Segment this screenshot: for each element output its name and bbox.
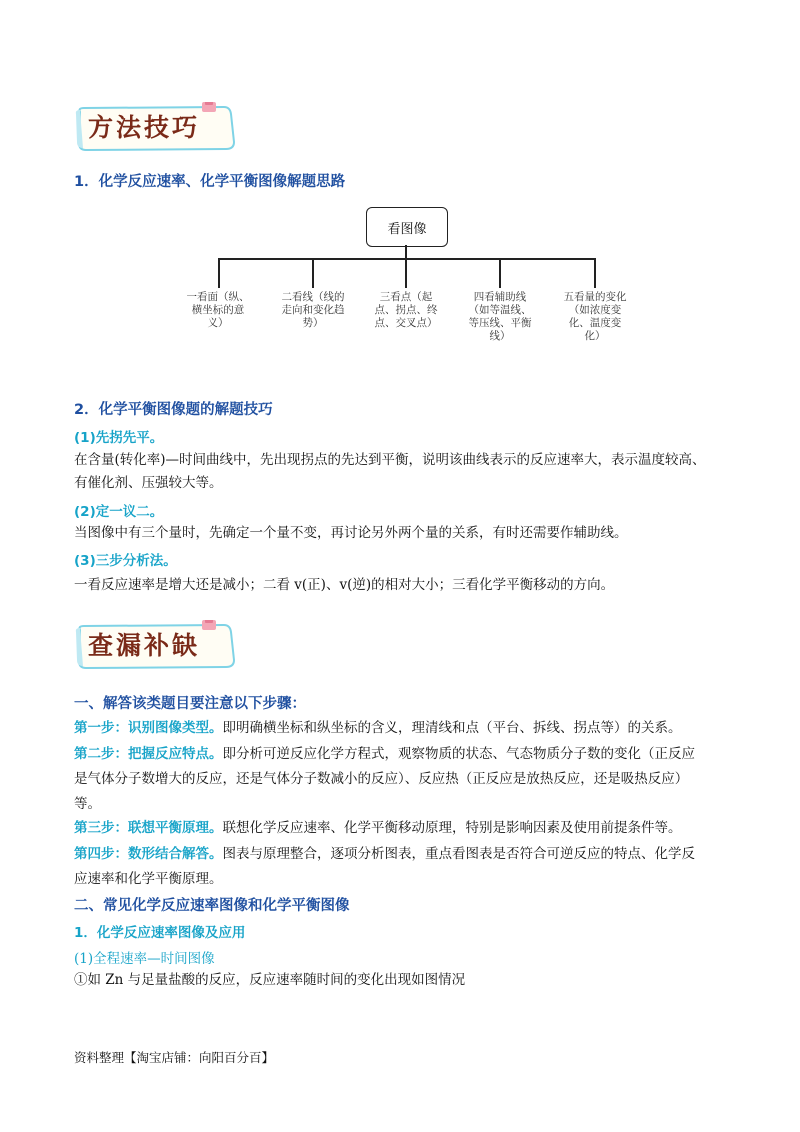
diagram-connector: [405, 245, 407, 259]
part-2-sub-heading: 1．化学反应速率图像及应用: [74, 925, 246, 941]
diagram-root-label: 看图像: [387, 221, 427, 237]
step-4: [74, 844, 754, 890]
tip-3-title: (3)三步分析法。: [74, 553, 177, 569]
banner-methods-title: 方法技巧: [88, 113, 201, 142]
diagram-leaf: 四看辅助线（如等温线、等压线、平衡线）: [468, 291, 532, 342]
diagram-connector: [594, 258, 596, 288]
part-1-heading: 一、解答该类题目要注意以下步骤：: [74, 696, 306, 712]
step-3-text: 联想化学反应速率、化学平衡移动原理，特别是影响因素及使用前提条件等。: [222, 820, 682, 836]
section-heading-1: 1．化学反应速率、化学平衡图像解题思路: [74, 174, 346, 190]
banner-methods: [74, 102, 234, 148]
diagram-leaf: 三看点（起点、拐点、终点、交叉点）: [374, 291, 438, 329]
diagram-connector: [499, 258, 501, 288]
diagram-connector: [218, 258, 220, 288]
banner-fill-gaps-title: 查漏补缺: [88, 631, 201, 660]
step-4-label: 第四步：数形结合解答。: [74, 846, 223, 862]
step-4-text: 图表与原理整合，逐项分析图表，重点看图表是否符合可逆反应的特点、化学反: [222, 846, 695, 862]
tip-1-line: 在含量(转化率)—时间曲线中，先出现拐点的先达到平衡，说明该曲线表示的反应速率大，表示温度较高、: [74, 452, 706, 468]
footer-source: 资料整理【淘宝店铺：向阳百分百】: [74, 1050, 275, 1065]
step-4-text: 应速率和化学平衡原理。: [74, 871, 223, 887]
part-2-heading: 二、常见化学反应速率图像和化学平衡图像: [74, 898, 350, 914]
step-3-label: 第三步：联想平衡原理。: [74, 820, 223, 836]
step-1-text: 即明确横坐标和纵坐标的含义，理清线和点（平台、拆线、拐点等）的关系。: [222, 720, 682, 736]
part-2-text: ①如 Zn 与足量盐酸的反应，反应速率随时间的变化出现如图情况: [74, 972, 466, 988]
step-2: [74, 744, 754, 815]
diagram-root-box: [366, 207, 448, 247]
diagram-leaf: 一看面（纵、横坐标的意义）: [186, 291, 250, 329]
diagram-connector: [405, 258, 407, 288]
banner-fill-gaps: [74, 620, 234, 666]
step-2-text: 等。: [74, 796, 101, 812]
diagram-leaf: 五看量的变化（如浓度变化、温度变化）: [563, 291, 627, 342]
section-heading-2: 2．化学平衡图像题的解题技巧: [74, 402, 273, 418]
step-3: [74, 818, 754, 839]
diagram-connector: [218, 258, 596, 260]
diagram-leaf: 二看线（线的走向和变化趋势）: [281, 291, 345, 329]
tip-1-line: 有催化剂、压强较大等。: [74, 475, 223, 491]
step-1: [74, 718, 754, 739]
tip-2-text: 当图像中有三个量时，先确定一个量不变，再讨论另外两个量的关系，有时还需要作辅助线。: [74, 525, 628, 541]
tip-3-text: 一看反应速率是增大还是减小；二看 v(正)、v(逆)的相对大小；三看化学平衡移动的方向。: [74, 577, 615, 593]
tip-1-title: (1)先拐先平。: [74, 430, 164, 446]
step-2-text: 即分析可逆反应化学方程式，观察物质的状态、气态物质分子数的变化（正反应: [222, 746, 695, 762]
part-2-sub-sub-heading: (1)全程速率—时间图像: [74, 951, 215, 967]
step-2-text: 是气体分子数增大的反应，还是气体分子数减小的反应）、反应热（正反应是放热反应，还是吸热反应）: [74, 771, 689, 787]
tip-1-text: [74, 450, 754, 494]
tip-2-title: (2)定一议二。: [74, 504, 164, 520]
step-1-label: 第一步：识别图像类型。: [74, 720, 223, 736]
step-2-label: 第二步：把握反应特点。: [74, 746, 223, 762]
diagram-connector: [312, 258, 314, 288]
